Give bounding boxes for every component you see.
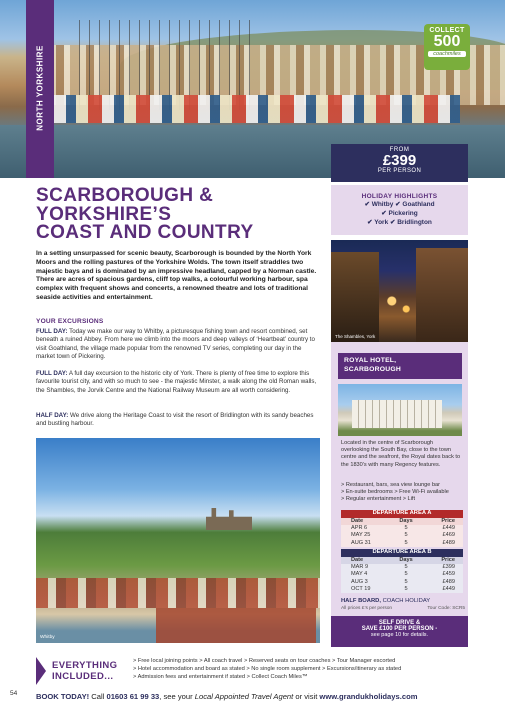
title-line-1: SCARBOROUGH & (36, 185, 214, 206)
footer-call: Call (89, 692, 107, 701)
self-drive-line-3: see page 10 for details. (370, 632, 429, 638)
column-header-days: Days (399, 518, 413, 524)
excursion-item (36, 370, 320, 395)
excursion-item (36, 412, 320, 429)
table-row (341, 540, 463, 547)
included-line: > Admission fees and entertainment if stated > Collect Coach Miles™ (133, 674, 308, 681)
excursion-label: FULL DAY: (36, 370, 68, 377)
hotel-feature: > Regular entertainment > Lift (341, 496, 416, 503)
intro-paragraph: In a setting unsurpassed for scenic beauty, Scarborough is bounded by the North York Moors and the rolling pastures of the Yorkshire Wolds. The town itself straddles two majestic bays and is dominated by an impressive headland, capped by a Norman castle. There are acres of spacious gardens, cliff top walks, a colourful working harbour, spa complex with frequent shows and concerts, a renowned theatre and lots of traditional seaside activities and entertainment. (36, 250, 317, 301)
prices-note: All prices £’s per person (341, 606, 393, 611)
excursion-label: HALF DAY: (36, 412, 69, 419)
self-drive-offer (331, 616, 468, 647)
included-line: > Free local joining points > All coach travel > Reserved seats on tour coaches > Tour Manager escorted (133, 658, 396, 664)
highlights-line-3: ✔ York ✔ Bridlington (367, 219, 432, 226)
arrow-icon (36, 657, 46, 685)
title-line-3: COAST AND COUNTRY (36, 222, 254, 243)
self-drive-line-1: SELF DRIVE & (378, 620, 421, 626)
departure-price: £469 (442, 532, 455, 539)
hotel-name-line-2: SCARBOROUGH (344, 365, 401, 373)
shambles-building-right (416, 248, 468, 342)
departure-days: 5 (404, 578, 408, 585)
region-tab-label: NORTH YORKSHIRE (35, 45, 45, 131)
tour-code: Tour Code: SCR5 (427, 606, 465, 611)
price-amount: £399 (382, 152, 417, 169)
title-line-2: YORKSHIRE’S (36, 203, 172, 225)
self-drive-line-2: SAVE £100 PER PERSON - (361, 626, 438, 632)
departure-days: 5 (404, 532, 408, 539)
excursion-text: Today we make our way to Whitby, a picturesque fishing town and resort combined, set beneath a ruined Abbey. From here we climb into the moors and deep valleys of ‘Heartbeat’ country to visit Goathland, the village made popular from the renowned TV series, completing our day in the market town of Pickering. (36, 328, 315, 360)
hotel-photo (338, 384, 462, 436)
hero-boats (40, 95, 460, 123)
excursion-text: A full day excursion to the historic city of York. There is plenty of free time to explore this favourite tourist city, and with so much to see - the majestic Minster, a walk along the old Roman walls, the Shambles, the Jorvik Centre and the National Railway Museum are all worth considering. (36, 370, 317, 394)
collect-points: 500 (433, 33, 461, 50)
table-row (341, 525, 463, 532)
board-basis-label: HALF BOARD, (341, 598, 381, 604)
departure-table-area-a (341, 510, 463, 547)
departure-price: £399 (442, 564, 455, 571)
column-header-days: Days (399, 557, 413, 563)
departure-price: £449 (442, 585, 455, 592)
included-title-line-1: EVERYTHING (52, 660, 118, 671)
departure-date: APR 6 (351, 525, 368, 532)
table-row (341, 586, 463, 593)
shambles-lamps (381, 285, 417, 325)
whitby-houses (36, 578, 320, 608)
hotel-feature: > Restaurant, bars, sea view lounge bar (341, 482, 441, 488)
whitby-caption: Whitby (40, 635, 55, 640)
departure-table-area-b (341, 549, 463, 593)
departure-date: OCT 19 (351, 585, 371, 592)
excursions-heading: YOUR EXCURSIONS (36, 318, 104, 325)
included-title-line-2: INCLUDED... (52, 671, 114, 682)
table-row (341, 579, 463, 586)
shambles-caption: The Shambles, York (335, 334, 376, 339)
price-note-row (341, 606, 465, 611)
booking-footer (36, 692, 476, 701)
departure-price: £449 (442, 525, 455, 532)
hotel-name (338, 353, 462, 379)
whitby-photo (36, 438, 320, 643)
coach-miles-logo: coachmiles (428, 51, 466, 57)
hotel-building (352, 400, 442, 428)
holiday-highlights (331, 185, 468, 235)
departure-days: 5 (404, 525, 408, 532)
excursion-item (36, 328, 320, 361)
collect-label: COLLECT (429, 27, 465, 34)
departure-days: 5 (404, 564, 408, 571)
column-header-date: Date (351, 557, 364, 563)
table-row (341, 571, 463, 578)
hotel-features (341, 482, 465, 504)
departure-area-a-title: DEPARTURE AREA A (341, 510, 463, 518)
price-badge (331, 144, 468, 182)
footer-or: or visit (293, 692, 320, 701)
hotel-name-line-1: ROYAL HOTEL, (344, 357, 397, 364)
page-title (36, 187, 316, 243)
coach-miles-badge (424, 24, 470, 70)
excursion-label: FULL DAY: (36, 328, 68, 335)
column-header-date: Date (351, 518, 364, 524)
phone-number[interactable]: 01603 61 99 33 (106, 692, 160, 701)
highlights-heading: HOLIDAY HIGHLIGHTS (361, 193, 438, 200)
hotel-description: Located in the centre of Scarborough overlooking the South Bay, close to the town centre and the seafront, the Royal dates back to the 1830’s with many Regency features. (341, 440, 461, 468)
departure-days: 5 (404, 585, 408, 592)
whitby-abbey (206, 508, 252, 530)
departure-price: £489 (442, 539, 455, 546)
departure-days: 5 (404, 571, 408, 578)
whitby-rooftops (156, 608, 316, 643)
departure-date: MAR 9 (351, 564, 369, 571)
price-per-person: PER PERSON (377, 168, 422, 174)
included-list (133, 657, 473, 682)
departure-price: £489 (442, 578, 455, 585)
column-header-price: Price (441, 557, 455, 563)
region-tab (26, 0, 54, 178)
hotel-feature: > En-suite bedrooms > Free Wi-Fi available (341, 489, 449, 496)
price-from: FROM (389, 147, 410, 153)
departure-date: AUG 3 (351, 578, 368, 585)
table-row (341, 564, 463, 571)
table-row (341, 532, 463, 539)
highlights-line-1: ✔ Whitby ✔ Goathland (364, 201, 435, 208)
departure-date: MAY 25 (351, 532, 371, 539)
included-line: > Hotel accommodation and board as stated > No single room supplement > Excursions/itinerary as stated (133, 666, 402, 673)
book-today: BOOK TODAY! (36, 692, 90, 701)
shambles-building-left (331, 252, 379, 342)
footer-mid: , see your (159, 692, 195, 701)
included-title (52, 660, 124, 682)
departure-date: AUG 31 (351, 539, 371, 546)
shambles-photo (331, 240, 468, 342)
board-basis (341, 598, 465, 604)
board-type: COACH HOLIDAY (382, 598, 431, 604)
departure-area-b-title: DEPARTURE AREA B (341, 549, 463, 557)
website-link[interactable]: www.grandukholidays.com (319, 692, 418, 701)
column-header-price: Price (441, 518, 455, 524)
highlights-line-2: ✔ Pickering (381, 210, 418, 217)
travel-agent: Local Appointed Travel Agent (194, 692, 294, 701)
excursion-text: We drive along the Heritage Coast to visit the resort of Bridlington with its sandy beaches and bustling harbour. (36, 412, 314, 428)
departure-price: £459 (442, 571, 455, 578)
page-number: 54 (10, 690, 18, 697)
departure-date: MAY 4 (351, 571, 368, 578)
departure-days: 5 (404, 539, 408, 546)
